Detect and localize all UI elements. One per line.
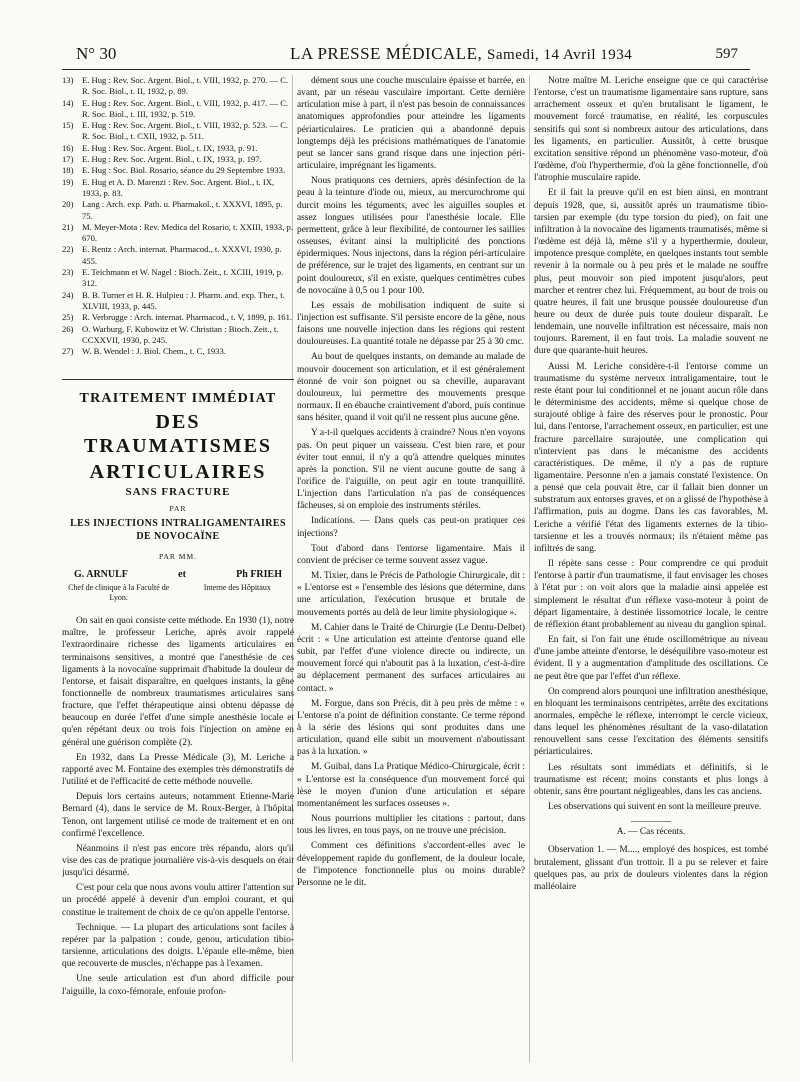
reference-number: 15) bbox=[62, 120, 74, 131]
column-3 bbox=[534, 75, 768, 1070]
section-title: A. — Cas récents. bbox=[616, 827, 686, 838]
reference-item bbox=[62, 199, 294, 222]
paragraph: C'est pour cela que nous avons voulu attirer l'attention sur un procédé appelé à devenir d'un emploi courant, et qui constitue le traitement de choix de ce qu'on appelle l'entorse. bbox=[62, 883, 294, 918]
author-connector: et bbox=[178, 568, 186, 580]
article-title-line1: TRAITEMENT IMMÉDIAT bbox=[79, 391, 277, 407]
reference-number: 21) bbox=[62, 221, 74, 232]
reference-text: B. B. Turner et H. R. Hulpieu : J. Pharm. and. exp. Ther., t. XLVIII, 1933, p. 445. bbox=[82, 289, 285, 311]
paragraph: Indications. — Dans quels cas peut-on pratiquer ces injections? bbox=[297, 516, 525, 539]
reference-text: E. Hug : Rev. Soc. Argent. Biol., t. IX, 1933, p. 91. bbox=[82, 142, 258, 153]
author-2: Ph FRIEH bbox=[236, 568, 282, 580]
article-title-line2: DES TRAUMATISMES bbox=[83, 411, 273, 458]
reference-text: E. Hug et A. D. Marenzi : Rev. Soc. Argent. Biol., t. IX, 1933, p. 83. bbox=[82, 176, 275, 198]
reference-item bbox=[62, 98, 294, 121]
par-mm-label: PAR MM. bbox=[159, 551, 197, 561]
article-separator bbox=[62, 379, 294, 380]
reference-item bbox=[62, 154, 294, 165]
paragraph: On sait en quoi consiste cette méthode. En 1930 (1), notre maître, le professeur Leriche, après avoir rappelé l'extraordinaire richesse des ligaments articulaires en terminaisons sensitives, a montré que l'anesthésie de ces ligaments à la novocaïne supprimait d'habitude la douleur de l'entorse, et faisait disparaître, en quelques instants, la gêne fonctionnelle de nombreux traumatismes articulaires sans fracture, que l'effet thérapeutique ainsi obtenu dépasse de beaucoup en durée l'effet d'une simple anesthésie locale et qu'en répétant deux ou trois fois l'injection on amène en général une guérison complète (2). bbox=[62, 616, 294, 748]
article-text-col3 bbox=[534, 75, 768, 813]
paragraph: Technique. — La plupart des articulations sont faciles à repérer par la palpation : coude, genou, articulation tibio-tarsienne, articulations des doigts. L'épaule elle-même, bien que recouverte de muscles, n'échappe pas à l'examen. bbox=[62, 922, 294, 970]
reference-number: 19) bbox=[62, 176, 74, 187]
paragraph: Et il fait la preuve qu'il en est bien ainsi, en montrant depuis 1928, que, si, aussitôt après un traumatisme tibio-tarsien par exemple (du type torsion du pied), on fait une infiltration à la novocaïne des ligaments traumatisés, même si l'œdème est déjà là, même s'il y a hyperthermie, douleur, impotence presque complète, en quelques instants tout semble revenir à la normale ou à peu près et le malade ne souffre plus, peut mouvoir son pied impotent jusqu'alors, peut marcher et rentrer chez lui. Fréquemment, au bout de trois ou quatre heures, il fait une brusque poussée douloureuse d'un heure ou deux de durée puis toute douleur disparaît. Le lendemain, une nouvelle infiltration est nécessaire, mais non toujours. Rarement, il en faut trois. La maladie souvent ne dure que quarante-huit heures. bbox=[534, 188, 768, 357]
article-title-line3: ARTICULAIRES bbox=[89, 461, 267, 484]
reference-text: E. Hug : Rev. Soc. Argent. Biol., t. VIII, 1932, p. 417. — C. R. Soc. Biol., t. III, 1932, p. 519. bbox=[82, 97, 289, 119]
paragraph: Y a-t-il quelques accidents à craindre? Nous n'en voyons pas. On peut piquer un vaisseau. C'est bien rare, et pour éviter tout ennui, il n'y a qu'à attendre quelques minutes après la ponction. S'il ne vient aucune goutte de sang à l'orifice de l'aiguille, on peut agir en toute tranquillité. L'injection dans l'articulation n'a pas de conséquences fâcheuses, si on emploie des instruments stériles. bbox=[297, 428, 525, 512]
paragraph: En fait, si l'on fait une étude oscillométrique au niveau d'une jambe atteinte d'entorse, le déséquilibre vaso-moteur est évident. Il y a augmentation d'amplitude des oscillations. Ce ne peut être que par l'effet d'un réflexe. bbox=[534, 635, 768, 682]
paragraph: Une seule articulation est d'un abord difficile pour l'aiguille, la coxo-fémorale, enfouie profon- bbox=[62, 974, 294, 997]
reference-text: Lang : Arch. exp. Path. u. Pharmakol., t. XXXVI, 1895, p. 75. bbox=[82, 199, 283, 221]
reference-text: W. B. Wendel : J. Biol. Chem., t. C, 1933. bbox=[82, 346, 226, 357]
reference-number: 26) bbox=[62, 323, 74, 334]
paragraph: Les essais de mobilisation indiquent de suite si l'injection est suffisante. S'il persiste encore de la gêne, nous faisons une nouvelle injection dans les régions qui restent douloureuses. La quantité totale ne dépasse par 25 à 30 cmc. bbox=[297, 300, 525, 348]
reference-number: 27) bbox=[62, 346, 74, 357]
reference-number: 16) bbox=[62, 142, 74, 153]
article-subtitle-line1: LES INJECTIONS INTRALIGAMENTAIRES bbox=[70, 517, 286, 529]
paragraph: dément sous une couche musculaire épaisse et barrée, en avant, par un réseau vasculaire important. Cette dernière articulation mise à part, il n'est pas besoin de connaissances anatomiques approfondies pour atteindre les ligaments périarticulaires. Le praticien qui a abandonné depuis longtemps déjà les précisions mathématiques de l'anatomie peut se lancer sans grand risque dans une injection péri-articulaire, imprégnant les ligaments. bbox=[297, 76, 525, 172]
reference-item bbox=[62, 120, 294, 143]
reference-number: 22) bbox=[62, 244, 74, 255]
reference-number: 18) bbox=[62, 165, 74, 176]
reference-number: 25) bbox=[62, 312, 74, 323]
reference-number: 13) bbox=[62, 75, 74, 85]
article-text-col2 bbox=[297, 75, 525, 889]
author-1: G. ARNULF bbox=[74, 568, 128, 580]
reference-item bbox=[62, 267, 294, 290]
paragraph: Comment ces définitions s'accordent-elles avec le développement rapide du gonflement, de la douleur locale, de l'impotence fonctionnelle plus ou moins durable? Personne ne le dit. bbox=[297, 841, 525, 888]
header-rule bbox=[62, 69, 750, 70]
paragraph: Il répète sans cesse : Pour comprendre ce qui produit l'entorse à partir d'un traumatisme, il faut envisager les choses à l'état pur : on voit alors que la maladie ainsi appelée est simplement le résultat d'un réflexe vaso-moteur à point de départ ligamentaire, à destinée lissomotrice locale, le centre de réflexion étant probablement au niveau du ganglion spinal. bbox=[534, 559, 768, 630]
journal-title-line bbox=[290, 44, 632, 64]
reference-item bbox=[62, 324, 294, 347]
reference-item bbox=[62, 312, 294, 323]
reference-text: O. Warburg, F. Kubowitz et W. Christian : Bioch. Zeit., t. CCXXVII, 1930, p. 245. bbox=[82, 323, 279, 345]
paragraph: Tout d'abord dans l'entorse ligamentaire. Mais il convient de préciser ce terme souvent assez vague. bbox=[297, 543, 525, 566]
reference-number: 24) bbox=[62, 289, 74, 300]
reference-text: E. Hug : Rev. Soc. Argent. Biol., t. IX, 1933, p. 197. bbox=[82, 154, 262, 165]
reference-number: 17) bbox=[62, 154, 74, 165]
article-text-col1 bbox=[62, 615, 294, 998]
paragraph: Au bout de quelques instants, on demande au malade de mouvoir doucement son articulation, et il est généralement étonné de voir son poignet ou sa cheville, auparavant douloureux, lui permettre des mouvements presque normaux. Il en ébauche craintivement d'abord, puis continue sans hésiter, quand il voit qu'il ne ressent plus aucune gêne. bbox=[297, 352, 525, 424]
paragraph: M. Tixier, dans le Précis de Pathologie Chirurgicale, dit : « L'entorse est « l'ensemble des lésions que détermine, dans une articulation, l'exécution brusque et brutale de mouvements portés au delà de leur limite physiologique ». bbox=[297, 571, 525, 618]
reference-item bbox=[62, 75, 294, 98]
reference-item bbox=[62, 165, 294, 176]
reference-item bbox=[62, 290, 294, 313]
paragraph: Les observations qui suivent en sont la meilleure preuve. bbox=[548, 802, 762, 813]
paragraph: Les résultats sont immédiats et définitifs, si le traumatisme est récent; moins constants et plus longs à obtenir, sans être pourtant négligeables, dans les cas anciens. bbox=[534, 762, 768, 797]
paragraph: Depuis lors certains auteurs, notamment Etienne-Marie Bernard (4), dans le service de M. Roux-Berger, à l'hôpital Tenon, ont largement utilisé ce mode de traitement et en ont confirmé l'excellence. bbox=[62, 792, 294, 839]
paragraph: M. Forgue, dans son Précis, dit à peu près de même : « L'entorse n'a point de définition constante. Ce terme répond à la série des lésions qui sont produites dans une articulation, quand elle subit un mouvement n'aboutissant pas à la luxation. » bbox=[297, 698, 525, 758]
reference-item bbox=[62, 143, 294, 154]
paragraph: Nous pourrions multiplier les citations : partout, dans tous les livres, en tous pays, on ne trouve une précision. bbox=[297, 814, 525, 837]
paragraph: Néanmoins il n'est pas encore très répandu, alors qu'il vise des cas de pratique journalière vis-à-vis desquels on était jusqu'ici désarmé. bbox=[62, 843, 294, 879]
affiliation-2: Interne des Hôpitaux bbox=[203, 583, 271, 593]
reference-item bbox=[62, 222, 294, 245]
reference-text: E. Rentz : Arch. internat. Pharmacod., t. XXXVI, 1930, p. 455. bbox=[82, 244, 282, 266]
paragraph: En 1932, dans La Presse Médicale (3), M. Leriche a rapporté avec M. Fontaine des exemples très démonstratifs de l'utilité et de l'efficacité de cette méthode nouvelle. bbox=[62, 752, 294, 788]
reference-text: E. Teichmann et W. Nagel : Bioch. Zeit., t. XCIII, 1919, p. 312. bbox=[82, 267, 284, 289]
paragraph: Nous pratiquons ces derniers, après désinfection de la peau à la teinture d'iode ou, mieux, au mercurochrome qui durcit moins les téguments, avec les aiguilles souples et assez longues utilisées pour l'anesthésie locale. Elle permettent, grâce à leur flexibilité, de contourner les saillies osseuses, évitant ainsi la multiplicité des ponctions épidermiques. Nous injectons, dans la région péri-articulaire de préférence, sur le trajet des ligaments, en centrant sur un point douloureux, s'il en existe, quelques centimètres cubes de novocaïne à 0,5 ou 1 pour 100. bbox=[297, 176, 525, 296]
reference-text: M. Meyer-Mota : Rev. Medica del Rosario, t. XXIII, 1933, p. 670. bbox=[82, 221, 293, 244]
section-rule bbox=[631, 821, 671, 822]
page-header bbox=[62, 40, 750, 70]
column-2 bbox=[297, 75, 525, 1070]
reference-text: E. Hug : Rev. Soc. Argent. Biol., t. VIII, 1932, p. 270. — C. R. Soc. Biol., t. II, 1932, p. 89. bbox=[82, 75, 289, 97]
paragraph: Notre maître M. Leriche enseigne que ce qui caractérise l'entorse, c'est un traumatisme ligamentaire sans rupture, sans arrachement osseux et qu'en brutalisant le ligament, le mouvement forcé traumatise, en réalité, les corpuscules sensitifs qui sont si nombreux autour des articulations, dans les ligaments, en particulier. Aussitôt, à cette brusque excitation sensitive répond un phénomène vaso-moteur, d'où l'œdème, d'où l'hyperthermie, d'où la gêne fonctionnelle, d'où l'atrophie musculaire rapide. bbox=[534, 76, 768, 184]
column-divider bbox=[529, 75, 530, 1062]
reference-item bbox=[62, 346, 294, 357]
observation-paragraph: Observation 1. — M...., employé des hospices, est tombé brutalement, glissant d'un trottoir. Il a pu se relever et faire quelques pas, au prix de douleurs violentes dans la région malléolaire bbox=[534, 845, 768, 892]
journal-name: LA PRESSE MÉDICALE, bbox=[290, 44, 483, 63]
paragraph: Aussi M. Leriche considère-t-il l'entorse comme un traumatisme du système nerveux intraligamentaire, tout le reste étant pour lui conditionnel et ne jouant aucun rôle dans le déterminisme des accidents, même si quelque chose de surajouté oblige à faire des réserves pour le pronostic. Pour lui, dans l'entorse, l'arrachement osseux, en particulier, est une fracture parcellaire surajoutée, une complication qui n'intervient pas dans le mécanisme des accidents caractéristiques. De même, il n'y a pas de rupture ligamentaire. Personne n'en a jamais constaté l'existence. On a pensé que cela pouvait être, car il fallait bien donner un substratum aux entorses graves, et on a glissé de l'hypothèse à l'affirmation, puis au dogme. Dans les cas favorables, M. Leriche a vérifié l'état des ligaments externes de la tibio-tarsienne et les a trouvés normaux; ils n'étaient même pas infiltrés de sang. bbox=[534, 361, 768, 554]
reference-text: R. Verbrugge : Arch. internat. Pharmacod., t. V, 1899, p. 161. bbox=[82, 312, 293, 323]
article-subtitle-line2: DE NOVOCAÏNE bbox=[136, 530, 220, 542]
reference-text: E. Hug : Soc. Biol. Rosario, séance du 29 Septembre 1933. bbox=[82, 165, 286, 176]
author-line bbox=[74, 569, 282, 581]
reference-text: E. Hug : Rev. Soc. Argent. Biol., t. VIII, 1932, p. 523. — C. R. Soc. Biol., t. CXII, 1932, p. 511. bbox=[82, 120, 289, 142]
paragraph: M. Guibal, dans La Pratique Médico-Chirurgicale, écrit : « L'entorse est la conséquence d'un mouvement forcé qui lèse le moyen d'union d'une articulation et sépare momentanément les surfaces osseuses ». bbox=[297, 762, 525, 809]
reference-item bbox=[62, 244, 294, 267]
reference-item bbox=[62, 177, 294, 200]
reference-number: 14) bbox=[62, 97, 74, 108]
affiliation-1: Chef de clinique à la Faculté de Lyon. bbox=[68, 583, 170, 603]
paragraph: On comprend alors pourquoi une infiltration anesthésique, en bloquant les terminaisons centripètes, arrête des excitations anormales, empêche le réflexe, interrompt le cercle vicieux, dans lequel les phénomènes résultant de la vaso-dilatation renouvellent sans cesse l'excitation des éléments sensitifs périarticulaires. bbox=[534, 686, 768, 758]
reference-list bbox=[62, 75, 294, 357]
section-heading bbox=[534, 821, 768, 838]
reference-number: 20) bbox=[62, 199, 74, 210]
page-number: 597 bbox=[715, 46, 738, 62]
paragraph: M. Cahier dans le Traité de Chirurgie (Le Dentu-Delbet) écrit : « Une articulation est atteinte d'entorse quand elle subit, par l'effet d'une violence directe ou indirecte, un mouvement forcé qui n'aboutit pas à la luxation, c'est-à-dire au déplacement permanent des surfaces articulaires au contact. » bbox=[297, 622, 525, 694]
article-title-line4: SANS FRACTURE bbox=[125, 486, 231, 499]
affiliation-line bbox=[64, 583, 292, 603]
par-label: PAR bbox=[169, 503, 187, 513]
issue-number: N° 30 bbox=[76, 44, 117, 63]
reference-number: 23) bbox=[62, 267, 74, 278]
column-1 bbox=[62, 75, 294, 1070]
issue-date: Samedi, 14 Avril 1934 bbox=[487, 47, 633, 63]
